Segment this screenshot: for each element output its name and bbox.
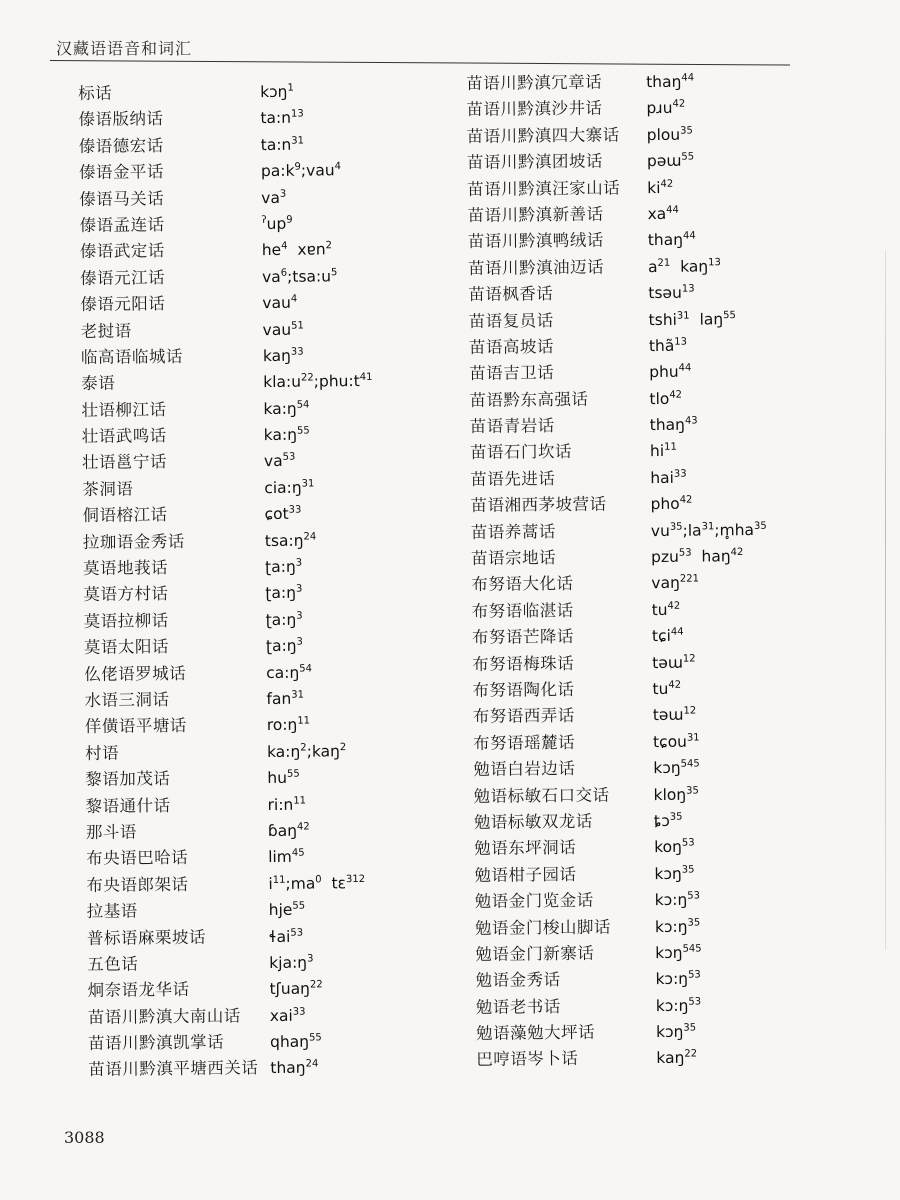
dialect-name: 苗语养蒿话 <box>470 521 556 542</box>
entry-row <box>83 526 375 555</box>
dialect-name: 勉语白岩边话 <box>473 759 576 780</box>
phonetic-form: $kja:ŋ^3$ <box>269 953 314 972</box>
phonetic-form: thaŋ$^{24}$ <box>270 1058 319 1078</box>
phonetic-form: $ta:n^{31}$ <box>260 135 305 154</box>
entry-row <box>476 991 772 1020</box>
dialect-name: 勉语标敏石口交话 <box>473 785 610 806</box>
phonetic-form: ɓaŋ$^{42}$ <box>267 821 310 840</box>
phonetic-form: pho$^{42}$ <box>650 494 693 514</box>
entry-row <box>82 473 374 502</box>
dialect-name: 苗语川黔滇大南山话 <box>87 1006 241 1027</box>
phonetic-form: plou$^{35}$ <box>646 125 693 144</box>
phonetic-form: $va^3$ <box>261 188 287 207</box>
entry-row <box>467 146 763 175</box>
dialect-name: 村语 <box>84 743 120 763</box>
dialect-name: 苗语石门坎话 <box>469 442 573 463</box>
phonetic-form: kɔŋ$^{35}$ <box>654 864 695 883</box>
right-column <box>466 67 772 1073</box>
entry-row <box>468 225 764 254</box>
dialect-name: 勉语东坪洞话 <box>474 838 577 859</box>
page-number: 3088 <box>64 1128 105 1147</box>
dialect-name: 苗语川黔滇沙井话 <box>466 98 603 120</box>
entry-row <box>471 568 767 597</box>
dialect-name: 布努语芒降话 <box>471 627 575 648</box>
entry-row <box>468 252 764 281</box>
phonetic-form: kloŋ$^{35}$ <box>653 784 699 804</box>
entry-row <box>470 463 766 492</box>
phonetic-form: kɔŋ$^{35}$ <box>655 1022 697 1042</box>
entry-row <box>469 331 765 360</box>
dialect-name: 苗语黔东高强话 <box>469 389 589 410</box>
dialect-name: 布努语临湛话 <box>471 600 574 621</box>
dialect-name: 勉语金门新寨话 <box>475 943 595 964</box>
entry-row <box>474 859 770 888</box>
running-header: 汉藏语语音和词汇 <box>56 39 193 58</box>
dialect-name: 傣语武定话 <box>79 241 165 262</box>
phonetic-form: təɯ$^{12}$ <box>652 653 696 672</box>
phonetic-form: kaŋ$^{33}$ <box>262 346 304 365</box>
entry-row <box>83 552 375 581</box>
entry-row <box>79 183 371 212</box>
entry-row <box>473 753 769 782</box>
entry-row <box>85 789 377 818</box>
phonetic-form: $ʈa:ŋ^3$ <box>265 636 303 656</box>
dialect-name: 布努语大化话 <box>471 574 574 595</box>
dialect-name: 巴哼语岑卜话 <box>476 1049 579 1070</box>
phonetic-form: qhaŋ$^{55}$ <box>269 1032 322 1052</box>
dialect-name: 勉语金门览金话 <box>474 890 594 912</box>
entry-row <box>79 156 371 185</box>
phonetic-form: koŋ$^{53}$ <box>654 837 695 857</box>
entry-row <box>87 895 379 924</box>
phonetic-form: $ta:n^{13}$ <box>260 108 304 128</box>
entry-row <box>472 674 768 703</box>
entry-row <box>476 1043 772 1072</box>
dialect-name: 傣语元江话 <box>79 267 166 288</box>
dialect-name: 苗语复员话 <box>468 310 554 331</box>
dialect-name: 苗语宗地话 <box>471 548 557 569</box>
dialect-name: 苗语川黔滇冗章话 <box>466 72 603 93</box>
dialect-name: 傣语元阳话 <box>80 294 166 315</box>
entry-row <box>85 710 377 739</box>
dialect-name: 傣语马关话 <box>79 188 165 209</box>
entry-row <box>81 394 373 423</box>
entry-row <box>467 172 763 201</box>
entry-row <box>84 658 376 687</box>
phonetic-form: kɔŋ$^{545}$ <box>653 758 700 778</box>
entry-row <box>475 938 771 967</box>
phonetic-form: $ʈa:ŋ^3$ <box>265 610 303 629</box>
phonetic-form: ɬai$^{53}$ <box>268 927 304 946</box>
dialect-name: 苗语高坡话 <box>468 337 554 357</box>
phonetic-form: kaŋ$^{22}$ <box>656 1048 698 1068</box>
dialect-name: 布努语西弄话 <box>472 706 575 727</box>
entry-row <box>87 921 379 950</box>
phonetic-form: $tsa:ŋ^{24}$ <box>264 531 317 550</box>
dialect-name: 布努语瑶麓话 <box>472 732 576 753</box>
dialect-name: 苗语先进话 <box>470 468 556 489</box>
phonetic-form: thaŋ$^{43}$ <box>649 415 698 435</box>
phonetic-form: ɕot$^{33}$ <box>264 504 302 524</box>
entry-row <box>84 631 376 660</box>
entry-row <box>88 1001 380 1030</box>
dialect-name: 苗语川黔滇平塘西关话 <box>88 1058 259 1080</box>
phonetic-form: $ki^{42}$ <box>647 178 674 197</box>
phonetic-form: $\lim^{45}$ <box>268 847 305 867</box>
dialect-name: 壮语邕宁话 <box>81 452 168 473</box>
page-edge-mark <box>885 250 886 950</box>
dialect-name: 壮语武鸣话 <box>81 426 167 447</box>
phonetic-form: $kɔ:ŋ^{53}$ <box>654 890 701 910</box>
phonetic-form: $va^6;tsa:u^5$ <box>261 266 338 286</box>
dialect-name: 苗语川黔滇新善话 <box>467 204 604 225</box>
phonetic-form: kɔŋ$^1$ <box>260 82 294 102</box>
dialect-name: 老挝语 <box>80 320 132 341</box>
phonetic-form: $hu^{55}$ <box>267 768 300 788</box>
entry-row <box>80 314 372 343</box>
dialect-name: 壮语柳江话 <box>81 399 167 420</box>
entry-row <box>80 288 372 317</box>
dialect-name: 勉语藻勉大坪话 <box>475 1022 596 1044</box>
phonetic-form: pɹu$^{42}$ <box>646 98 686 118</box>
phonetic-form: $ro:ŋ^{11}$ <box>266 715 311 735</box>
entry-row <box>88 1027 380 1056</box>
entry-row <box>475 964 771 993</box>
entry-row <box>467 199 763 228</box>
dialect-name: 标话 <box>78 83 113 103</box>
entry-row <box>468 304 764 333</box>
dialect-name: 傣语孟连话 <box>79 215 165 235</box>
dialect-name: 苗语青岩话 <box>469 416 555 437</box>
dialect-name: 泰语 <box>81 373 116 394</box>
phonetic-form: $ʈa:ŋ^3$ <box>265 583 303 603</box>
phonetic-form: thaŋ$^{44}$ <box>646 72 695 92</box>
dialect-name: 布努语梅珠话 <box>472 653 575 674</box>
dialect-name: 侗语榕江话 <box>82 505 168 526</box>
entry-row <box>85 737 377 766</box>
phonetic-form: tɕi$^{44}$ <box>651 626 684 646</box>
phonetic-form: $tu^{42}$ <box>651 600 681 619</box>
entry-row <box>80 262 372 291</box>
phonetic-form: $kɔ:ŋ^{53}$ <box>655 996 702 1015</box>
entry-row <box>86 842 378 871</box>
phonetic-form: $kɔ:ŋ^{35}$ <box>654 916 701 936</box>
entry-row <box>466 67 762 96</box>
entry-row <box>471 542 767 571</box>
entry-row <box>473 727 769 756</box>
dialect-name: 普标语麻栗坡话 <box>86 927 207 948</box>
dialect-name: 布央语巴哈话 <box>86 848 189 869</box>
entry-row <box>468 278 764 307</box>
phonetic-form: thã$^{13}$ <box>648 336 688 356</box>
phonetic-form: $kla:u^{22};phu:t^{41}$ <box>263 372 373 392</box>
phonetic-form: tshi$^{31}$ laŋ$^{55}$ <box>648 309 736 329</box>
entry-row <box>474 832 770 861</box>
dialect-name: 勉语柑子园话 <box>474 864 577 885</box>
entry-row <box>472 621 768 650</box>
entry-row <box>476 1017 772 1046</box>
entry-row <box>82 499 374 528</box>
dialect-name: 傣语德宏话 <box>78 135 164 156</box>
dialect-name: 仫佬语罗城话 <box>84 663 187 684</box>
entry-row <box>473 700 769 729</box>
phonetic-form: ȶɔ$^{35}$ <box>653 811 683 831</box>
phonetic-form: $vu^{35};la^{31};m̥ha^{35}$ <box>650 520 767 540</box>
phonetic-form: $kɔ:ŋ^{53}$ <box>655 969 701 989</box>
phonetic-form: thaŋ$^{44}$ <box>647 230 696 250</box>
phonetic-form: $hi^{11}$ <box>649 442 677 461</box>
dialect-name: 黎语通什话 <box>85 795 171 816</box>
entry-row <box>472 595 768 624</box>
entry-row <box>84 684 376 713</box>
entry-row <box>467 120 763 149</box>
dialect-name: 莫语拉柳话 <box>83 610 169 631</box>
phonetic-form: vau$^{51}$ <box>262 320 304 339</box>
phonetic-form: tlo$^{42}$ <box>649 389 683 408</box>
dialect-name: 苗语川黔滇团坡话 <box>466 151 604 173</box>
phonetic-form: pzu$^{53}$ haŋ$^{42}$ <box>651 546 744 567</box>
dialect-name: 苗语川黔滇凯掌话 <box>87 1032 225 1054</box>
entry-row <box>86 869 378 898</box>
phonetic-form: hai$^{33}$ <box>650 468 687 487</box>
phonetic-form: $va^{53}$ <box>263 452 296 471</box>
entry-row <box>86 816 378 845</box>
dialect-name: 苗语湘西茅坡营话 <box>470 494 607 516</box>
entry-row <box>78 77 370 106</box>
phonetic-form: $cia:ŋ^{31}$ <box>264 478 315 497</box>
entry-row <box>466 93 762 122</box>
phonetic-form: $a^{21}$ kaŋ$^{13}$ <box>647 256 721 276</box>
dialect-name: 黎语加茂话 <box>85 769 171 790</box>
dialect-name: 莫语太阳话 <box>83 637 170 658</box>
phonetic-form: $ri:n^{11}$ <box>267 795 307 814</box>
dialect-name: 苗语枫香话 <box>468 284 554 305</box>
dialect-name: 那斗语 <box>85 822 137 842</box>
entry-row <box>471 516 767 545</box>
entry-row <box>475 911 771 940</box>
entry-row <box>79 209 371 238</box>
phonetic-form: xai$^{33}$ <box>269 1006 306 1025</box>
phonetic-form: $he^4$ xɐn$^2$ <box>261 240 333 260</box>
phonetic-form: pəɯ$^{55}$ <box>646 151 695 171</box>
dialect-name: 临高语临城话 <box>80 346 183 367</box>
dialect-name: 佯僙语平塘话 <box>84 716 187 737</box>
dialect-name: 五色话 <box>87 954 139 974</box>
dialect-name: 傣语金平话 <box>78 162 165 183</box>
phonetic-form: $ka:ŋ^{54}$ <box>263 399 310 418</box>
entry-row <box>470 410 766 439</box>
phonetic-form: $pa:k^9;vau^4$ <box>260 161 341 181</box>
entry-row <box>472 647 768 676</box>
dialect-name: 苗语川黔滇汪家山话 <box>467 177 621 199</box>
phonetic-form: tʃuaŋ$^{22}$ <box>269 979 323 999</box>
dialect-name: 莫语方村话 <box>83 584 169 605</box>
dialect-name: 苗语川黔滇四大寨话 <box>466 125 620 146</box>
phonetic-form: $tu^{42}$ <box>652 679 682 699</box>
entry-row <box>473 779 769 808</box>
header-rule <box>50 60 790 66</box>
phonetic-form: vaŋ$^{221}$ <box>651 573 699 593</box>
dialect-name: 苗语川黔滇油迈话 <box>467 257 605 278</box>
dialect-name: 炯奈语龙华话 <box>87 980 190 1001</box>
dialect-name: 苗语吉卫话 <box>469 363 555 384</box>
entry-row <box>85 763 377 792</box>
phonetic-form: hje$^{55}$ <box>268 900 306 920</box>
entry-row <box>82 420 374 449</box>
phonetic-form: tɕou$^{31}$ <box>652 732 700 751</box>
phonetic-form: $xa^{44}$ <box>647 204 679 224</box>
dialect-name: 勉语金门梭山脚话 <box>474 917 612 938</box>
entry-row <box>469 384 765 413</box>
dialect-name: 拉基语 <box>86 901 138 922</box>
entry-row <box>87 974 379 1003</box>
phonetic-form: $ca:ŋ^{54}$ <box>266 663 313 682</box>
phonetic-form: tsəu$^{13}$ <box>648 283 695 303</box>
entry-row <box>87 948 379 977</box>
phonetic-form: phu$^{44}$ <box>649 362 692 382</box>
phonetic-form: $ʈa:ŋ^3$ <box>265 557 303 577</box>
entry-row <box>88 1053 380 1082</box>
dialect-name: 水语三洞话 <box>84 690 170 710</box>
entry-row <box>81 367 373 396</box>
entry-row <box>474 806 770 835</box>
dialect-name: 布央语郎架话 <box>86 874 189 895</box>
entry-row <box>475 885 771 914</box>
dialect-name: 茶洞语 <box>82 479 134 499</box>
entry-row <box>470 489 766 518</box>
entry-row <box>82 446 374 475</box>
dialect-name: 拉珈语金秀话 <box>82 531 185 552</box>
entry-row <box>83 578 375 607</box>
phonetic-form: $ka:ŋ^{55}$ <box>263 425 310 445</box>
left-column <box>78 77 380 1083</box>
dialect-name: 勉语金秀话 <box>475 970 561 991</box>
dialect-name: 莫语地莪话 <box>83 558 169 579</box>
entry-row <box>469 357 765 386</box>
entry-row <box>80 235 372 264</box>
entry-row <box>84 605 376 634</box>
phonetic-form: vau$^4$ <box>262 293 298 313</box>
dialect-name: 苗语川黔滇鸭绒话 <box>467 230 604 252</box>
dialect-name: 勉语标敏双龙话 <box>473 811 593 832</box>
dialect-name: 布努语陶化话 <box>472 679 575 700</box>
entry-row <box>81 341 373 370</box>
entry-row <box>470 436 766 465</box>
dialect-name: 勉语老书话 <box>475 996 561 1017</box>
phonetic-form: təɯ$^{12}$ <box>652 705 697 725</box>
entry-row <box>79 130 371 159</box>
phonetic-form: kɔŋ$^{545}$ <box>655 943 702 962</box>
phonetic-form: fan$^{31}$ <box>266 689 305 709</box>
phonetic-form: $^ʔup^9$ <box>261 214 293 233</box>
phonetic-form: $ka:ŋ^2;kaŋ^2$ <box>266 741 347 761</box>
entry-row <box>78 103 370 132</box>
phonetic-form: $i^{11};ma^0$ tɛ$^{312}$ <box>268 873 366 893</box>
dialect-name: 傣语版纳话 <box>78 109 164 130</box>
